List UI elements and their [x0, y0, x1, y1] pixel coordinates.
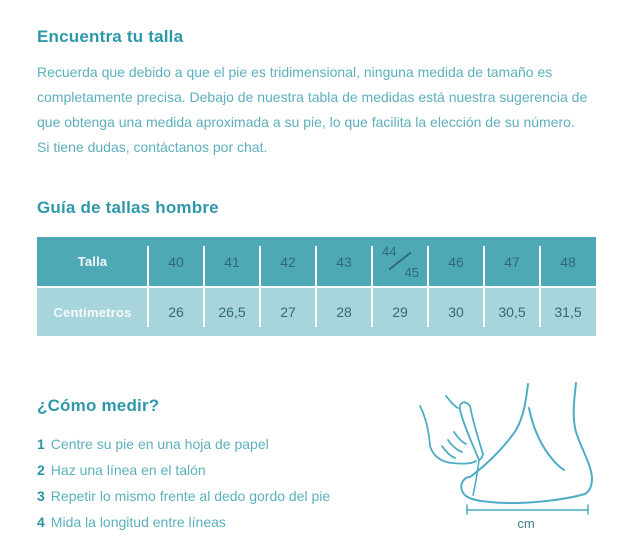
size-cell: 46 — [428, 237, 484, 286]
cm-unit-label: cm — [517, 516, 535, 531]
measure-line — [467, 505, 588, 514]
cm-cell: 30 — [428, 288, 484, 336]
cm-cell: 27 — [260, 288, 316, 336]
cm-cell: 26,5 — [204, 288, 260, 336]
step-number: 4 — [37, 514, 45, 530]
size-table-row-sizes — [37, 237, 596, 288]
size-guide-title: Guía de tallas hombre — [37, 198, 219, 217]
intro-paragraph — [37, 60, 596, 160]
step-number: 3 — [37, 488, 45, 504]
size-split-bottom: 45 — [404, 265, 419, 280]
size-cell: 47 — [484, 237, 540, 286]
step-text: Mida la longitud entre líneas — [50, 514, 226, 530]
size-table-row-centimeters — [37, 288, 596, 336]
cm-cell: 29 — [372, 288, 428, 336]
step-text: Haz una línea en el talón — [50, 462, 206, 478]
size-cell: 40 — [148, 237, 204, 286]
foot-measure-illustration — [402, 380, 602, 538]
intro-paragraph-line: que obtenga una medida aproximada a su pie, lo que facilita la elección de su número. — [37, 114, 575, 130]
row-label-centimetros: Centímetros — [53, 304, 132, 320]
intro-paragraph-line: Recuerda que debido a que el pie es tridimensional, ninguna medida de tamaño es — [37, 64, 553, 80]
step-text: Repetir lo mismo frente al dedo gordo del pie — [50, 488, 331, 504]
cm-cell: 31,5 — [540, 288, 596, 336]
size-cell: 41 — [204, 237, 260, 286]
step-text: Centre su pie en una hoja de papel — [50, 436, 269, 452]
size-cell: 42 — [260, 237, 316, 286]
cm-cell: 26 — [148, 288, 204, 336]
size-cell: 43 — [316, 237, 372, 286]
step-number: 2 — [37, 462, 45, 478]
size-table — [37, 237, 596, 336]
cm-cell: 30,5 — [484, 288, 540, 336]
how-to-measure-title: ¿Cómo medir? — [37, 396, 160, 415]
intro-title: Encuentra tu talla — [37, 27, 184, 46]
step-number: 1 — [37, 436, 45, 452]
intro-paragraph-line: Si tiene dudas, contáctanos por chat. — [37, 139, 268, 155]
size-cell: 48 — [540, 237, 596, 286]
foot-drawing-icon — [402, 380, 602, 538]
size-split-44-45 — [372, 237, 428, 286]
intro-paragraph-line: completamente precisa. Debajo de nuestra tabla de medidas está nuestra sugerencia de — [37, 89, 588, 105]
size-split-top: 44 — [382, 244, 397, 259]
size-cell-split — [372, 237, 428, 286]
row-label-talla: Talla — [77, 254, 108, 269]
cm-cell: 28 — [316, 288, 372, 336]
